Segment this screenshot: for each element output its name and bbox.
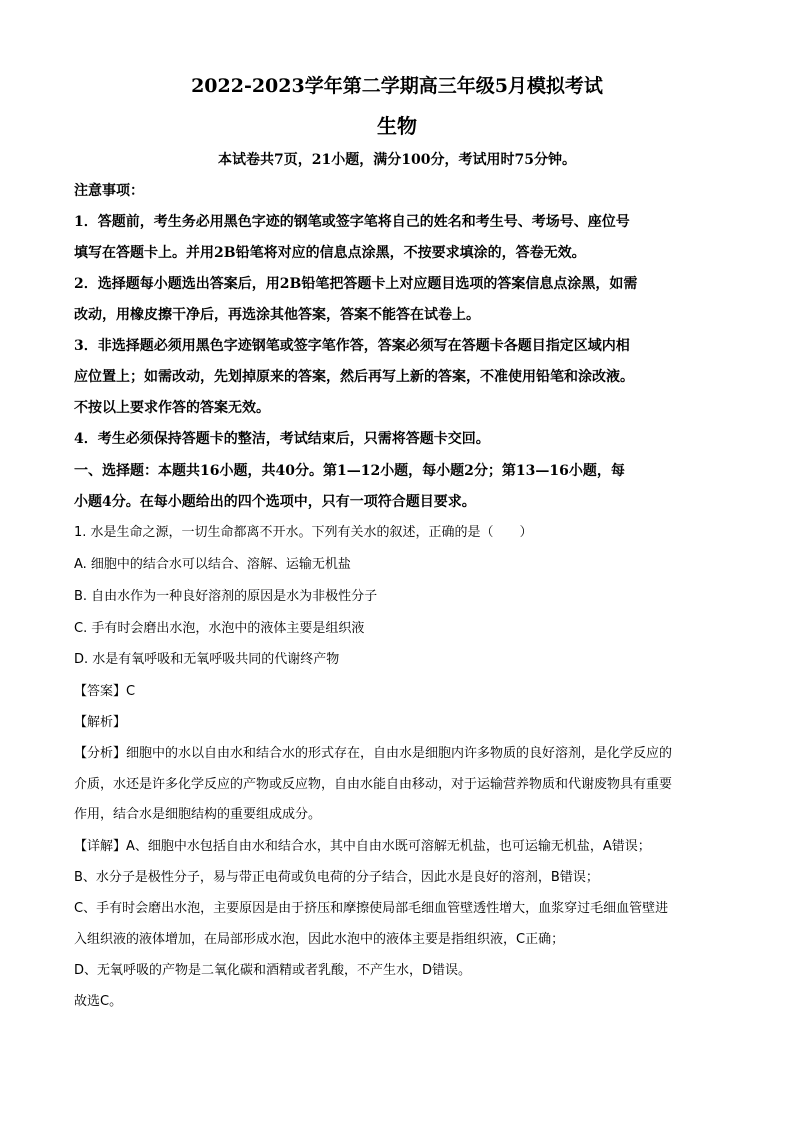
subject-title: 生物 bbox=[377, 114, 417, 138]
explanation-line: 作用，结合水是细胞结构的重要组成成分。 bbox=[74, 807, 322, 822]
option-a: A. 细胞中的结合水可以结合、溶解、运输无机盐 bbox=[74, 557, 351, 572]
exam-info: 本试卷共7页，21小题，满分100分，考试用时75分钟。 bbox=[218, 152, 576, 168]
explanation-line: 【分析】细胞中的水以自由水和结合水的形式存在，自由水是细胞内许多物质的良好溶剂，是化学反应的 bbox=[74, 746, 673, 761]
answer-label: 【答案】C bbox=[74, 684, 136, 699]
notice-line: 改动，用橡皮擦干净后，再选涂其他答案，答案不能答在试卷上。 bbox=[74, 307, 480, 323]
notice-line: 4．考生必须保持答题卡的整洁，考试结束后，只需将答题卡交回。 bbox=[74, 431, 490, 447]
notice-line: 填写在答题卡上。并用2B铅笔将对应的信息点涂黑，不按要求填涂的，答卷无效。 bbox=[74, 245, 586, 261]
notice-line: 3．非选择题必须用黑色字迹钢笔或签字笔作答，答案必须写在答题卡各题目指定区域内相 bbox=[74, 338, 630, 354]
option-c: C. 手有时会磨出水泡，水泡中的液体主要是组织液 bbox=[74, 621, 365, 636]
page-title: 2022-2023学年第二学期高三年级5月模拟考试 bbox=[191, 75, 603, 97]
question-stem: 1. 水是生命之源，一切生命都离不开水。下列有关水的叙述，正确的是（ ） bbox=[74, 525, 533, 540]
explanation-line: C、手有时会磨出水泡，主要原因是由于挤压和摩擦使局部毛细血管壁透性增大，血浆穿过毛细血管壁进 bbox=[74, 901, 669, 916]
option-b: B. 自由水作为一种良好溶剂的原因是水为非极性分子 bbox=[74, 589, 378, 604]
notice-line: 应位置上；如需改动，先划掉原来的答案，然后再写上新的答案，不准使用铅笔和涂改液。 bbox=[74, 369, 634, 385]
explanation-line: 故选C。 bbox=[74, 994, 123, 1009]
explanation-line: D、无氧呼吸的产物是二氧化碳和酒精或者乳酸，不产生水，D错误。 bbox=[74, 963, 472, 978]
notice-line: 1．答题前，考生务必用黑色字迹的钢笔或签字笔将自己的姓名和考生号、考场号、座位号 bbox=[74, 214, 630, 230]
section-heading: 一、选择题：本题共16小题，共40分。第1—12小题，每小题2分；第13—16小题，每 bbox=[74, 463, 625, 479]
explanation-line: 入组织液的液体增加，在局部形成水泡，因此水泡中的液体主要是指组织液，C正确； bbox=[74, 932, 565, 947]
notice-line: 不按以上要求作答的答案无效。 bbox=[74, 400, 270, 416]
analysis-label: 【解析】 bbox=[74, 715, 127, 730]
explanation-line: B、水分子是极性分子，易与带正电荷或负电荷的分子结合，因此水是良好的溶剂，B错误； bbox=[74, 870, 599, 885]
notice-line: 2．选择题每小题选出答案后，用2B铅笔把答题卡上对应题目选项的答案信息点涂黑，如需 bbox=[74, 276, 638, 292]
option-d: D. 水是有氧呼吸和无氧呼吸共同的代谢终产物 bbox=[74, 652, 340, 667]
explanation-line: 介质，水还是许多化学反应的产物或反应物，自由水能自由移动，对于运输营养物质和代谢废物具有重要 bbox=[74, 777, 673, 792]
explanation-line: 【详解】A、细胞中水包括自由水和结合水，其中自由水既可溶解无机盐，也可运输无机盐，A错误； bbox=[74, 839, 651, 854]
notice-heading: 注意事项： bbox=[74, 183, 144, 199]
section-heading: 小题4分。在每小题给出的四个选项中，只有一项符合题目要求。 bbox=[74, 494, 476, 510]
